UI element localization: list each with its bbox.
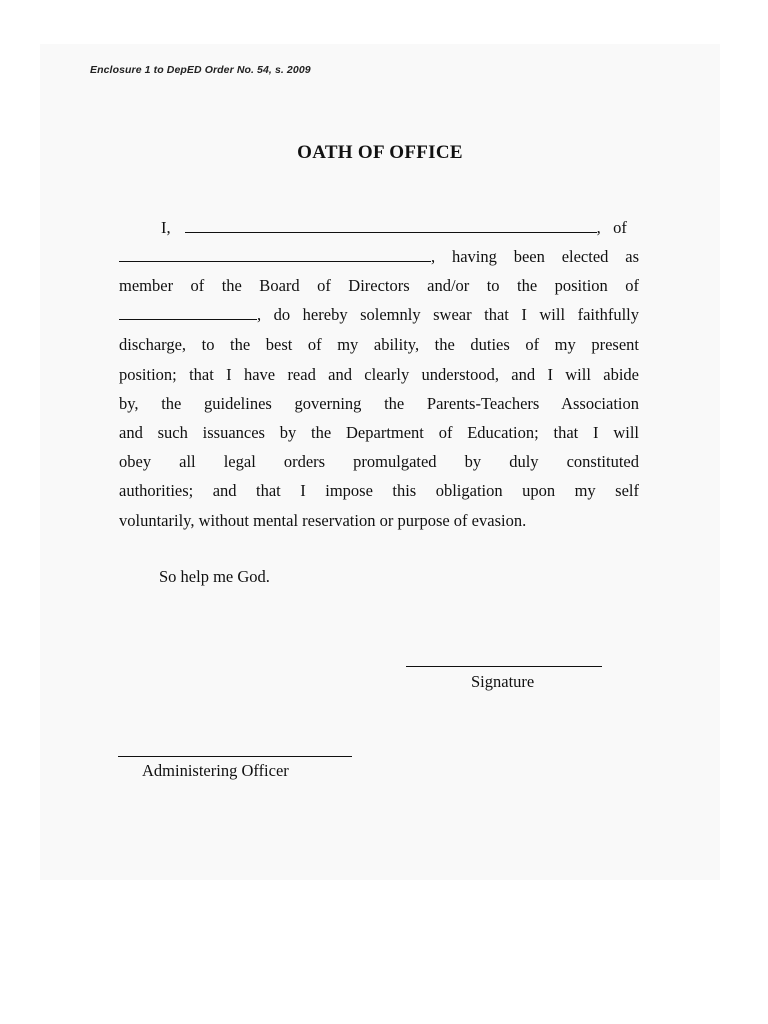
document-title: OATH OF OFFICE xyxy=(297,142,463,163)
oath-line-8: and such issuances by the Department of Education; that I will xyxy=(119,423,639,442)
signature-label: Signature xyxy=(471,672,535,691)
signature-line[interactable] xyxy=(406,666,602,667)
enclosure-note: Enclosure 1 to DepED Order No. 54, s. 2009 xyxy=(90,64,311,76)
oath-line-2 xyxy=(119,242,639,271)
officer-signature-line[interactable] xyxy=(118,756,352,757)
pronoun-text: I, xyxy=(161,218,171,237)
oath-line-9: obey all legal orders promulgated by duly constituted xyxy=(119,452,639,471)
oath-line-6: position; that I have read and clearly understood, and I will abide xyxy=(119,365,639,384)
address-blank[interactable] xyxy=(119,244,431,262)
name-blank[interactable] xyxy=(185,215,597,233)
closing-phrase: So help me God. xyxy=(159,567,270,586)
line4-suffix: , do hereby solemnly swear that I will faithfully xyxy=(257,305,639,324)
oath-line-4 xyxy=(119,300,639,329)
position-blank[interactable] xyxy=(119,302,257,320)
oath-line-1 xyxy=(119,213,639,242)
oath-line-5: discharge, to the best of my ability, the duties of my present xyxy=(119,335,639,354)
line1-suffix: , of xyxy=(596,218,627,237)
officer-label: Administering Officer xyxy=(142,761,289,780)
oath-line-11: voluntarily, without mental reservation or purpose of evasion. xyxy=(119,511,527,530)
oath-line-3: member of the Board of Directors and/or to the position of xyxy=(119,276,639,295)
line2-suffix: , having been elected as xyxy=(431,247,639,266)
oath-line-10: authorities; and that I impose this obligation upon my self xyxy=(119,481,639,500)
oath-line-7: by, the guidelines governing the Parents-Teachers Association xyxy=(119,394,639,413)
